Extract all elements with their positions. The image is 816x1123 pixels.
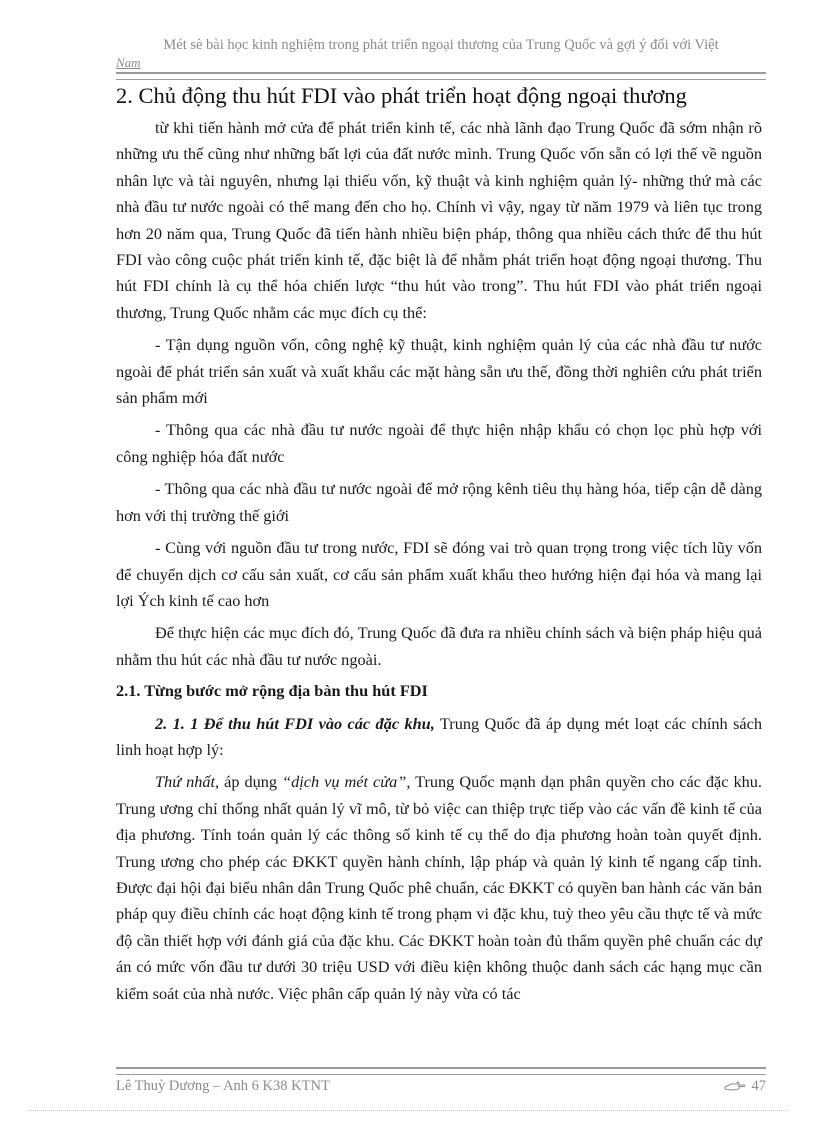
document-body: [116, 115, 762, 1007]
bullet-item-3: - Thông qua các nhà đầu tư nước ngoài để mở rộng kênh tiêu thụ hàng hóa, tiếp cận dễ dàng hơn với thị trường thế giới: [116, 479, 762, 525]
bullet-item-4: - Cùng với nguồn đầu tư trong nước, FDI sẽ đóng vai trò quan trọng trong việc tích lũy vốn để chuyển dịch cơ cấu sản xuất, cơ cấu sản phẩm xuất khẩu theo hướng hiện đại hóa và mang lại lợi Ých kinh tế cao hơn: [116, 538, 762, 610]
first-policy-quote: “dịch vụ mét cửa”: [282, 772, 407, 792]
bullet-item-1: - Tận dụng nguồn vốn, công nghệ kỹ thuật, kinh nghiệm quản lý của các nhà đầu tư nước ngoài để phát triển sản xuất và xuất khẩu các mặt hàng sẵn ưu thế, đồng thời nghiên cứu phát triển sản phẩm mới: [116, 335, 762, 408]
footer-page: [724, 1078, 767, 1095]
bullet-item-2: - Thông qua các nhà đầu tư nước ngoài để thực hiện nhập khẩu có chọn lọc phù hợp với công nghiệp hóa đất nước: [116, 420, 762, 466]
section-title: 2. Chủ động thu hút FDI vào phát triển hoạt động ngoại thương: [116, 83, 687, 108]
paragraph-purpose: Để thực hiện các mục đích đó, Trung Quốc đã đưa ra nhiều chính sách và biện pháp hiệu quả nhằm thu hút các nhà đầu tư nước ngoài.: [116, 623, 762, 669]
first-policy-text: , Trung Quốc mạnh dạn phân quyền cho các đặc khu. Trung ương chỉ thống nhất quản lý vĩ mô, từ bỏ việc can thiệp trực tiếp vào các vấn đề kinh tế của địa phương. Tính toán quản lý các thông số kinh tế cụ thể do địa phương hoàn toàn quyết định. Trung ương cho phép các ĐKKT quyền hành chính, lập pháp và quản lý kinh tế ngang cấp tỉnh. Được đại hội đại biểu nhân dân Trung Quốc phê chuẩn, các ĐKKT có quyền ban hành các văn bản pháp quy điều chỉnh các hoạt động kinh tế trong phạm vi đặc khu, tuỳ theo yêu cầu thực tế và mức độ cần thiết hợp với đánh giá của đặc khu. Các ĐKKT hoàn toàn đủ thẩm quyền phê chuẩn các dự án có mức vốn đầu tư dưới 30 triệu USD với điều kiện không thuộc danh sách các hạng mục cần kiểm soát của nhà nước. Việc phân cấp quản lý này vừa có tác: [116, 772, 762, 1003]
subsubsection-lead: 2. 1. 1 Để thu hút FDI vào các đặc khu,: [155, 713, 435, 733]
paragraph-intro: từ khi tiến hành mở cửa để phát triển kinh tế, các nhà lãnh đạo Trung Quốc đã sớm nhận rõ những ưu thế cũng như những bất lợi của đất nước mình. Trung Quốc vốn sẵn có lợi thế về nguồn nhân lực và tài nguyên, nhưng lại thiếu vốn, kỹ thuật và kinh nghiệm quản lý- những thứ mà các nhà đầu tư nước ngoài có thể mang đến cho họ. Chính vì vậy, ngay từ năm 1979 và liên tục trong hơn 20 năm qua, Trung Quốc đã tiến hành nhiều biện pháp, thông qua nhiều cách thức để thu hút FDI vào công cuộc phát triển kinh tế, đặc biệt là để nhằm phát triển hoạt động ngoại thương. Thu hút FDI chính là cụ thể hóa chiến lược “thu hút vào trong”. Thu hút FDI vào phát triển ngoại thương, Trung Quốc nhằm các mục đích cụ thể:: [116, 118, 762, 322]
first-policy-connector: , áp dụng: [215, 772, 283, 792]
paragraph-special-zones: [116, 711, 762, 764]
header-title-line2: Nam: [116, 55, 141, 70]
paragraph-first-policy: [116, 769, 762, 1007]
page-header: [116, 36, 766, 72]
footer-rule: [116, 1067, 766, 1075]
header-rule: [116, 72, 766, 80]
first-policy-lead: Thứ nhất: [155, 772, 216, 792]
paragraph-special-zones-text: Trung Quốc đã áp dụng mét loạt các chính sách linh hoạt hợp lý:: [116, 713, 763, 759]
subsection-heading: 2.1. Từng bước mở rộng địa bàn thu hút FDI: [116, 681, 428, 701]
footer-author: Lê Thuỳ Dương – Anh 6 K38 KTNT: [116, 1078, 330, 1094]
header-title-line1: Mét sè bài học kinh nghiệm trong phát triển ngoại thương của Trung Quốc và gợi ý đối với Việt: [163, 37, 719, 53]
hand-pointer-icon: [724, 1081, 746, 1093]
page-number: 47: [751, 1078, 766, 1094]
page-bottom-dotted-line: [28, 1110, 788, 1111]
